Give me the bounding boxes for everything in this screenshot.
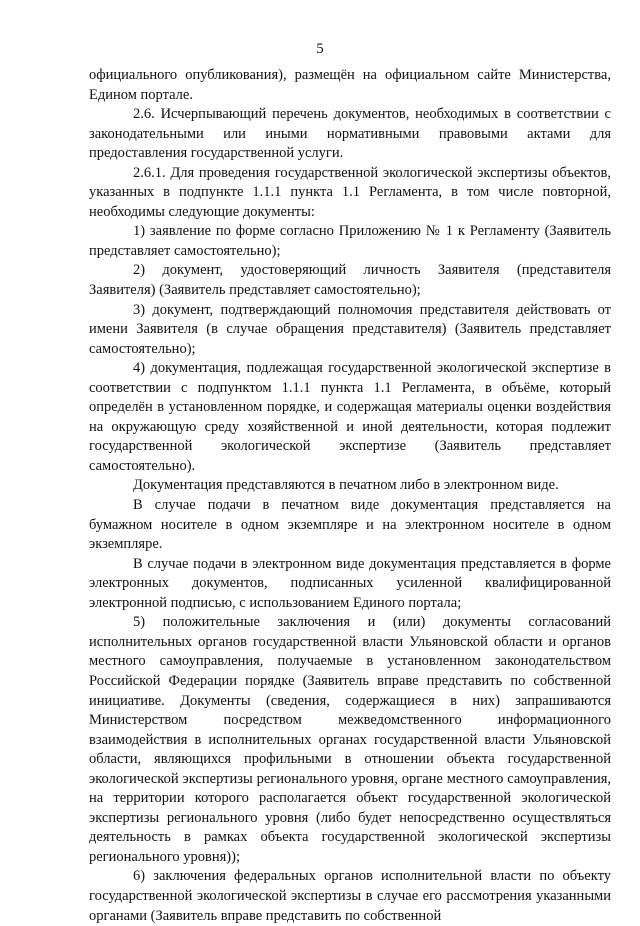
list-item-1: 1) заявление по форме согласно Приложению № 1 к Регламенту (Заявитель представляет самостоятельно); xyxy=(89,223,611,259)
paragraph-documentation-form: Документация представляются в печатном либо в электронном виде. xyxy=(133,477,559,494)
list-item-4: 4) документация, подлежащая государственной экологической экспертизе в соответствии с подпунктом 1.1.1 пункта 1.1 Регламента, в объёме, который определён в установленном порядке, и содержащая материалы оценки воздействия на окружающую среду хозяйственной и иной деятельности, которая подлежит государственной экологической экспертизе (Заявитель представляет самостоятельно). xyxy=(89,360,611,474)
paragraph-continuation: официального опубликования), размещён на официальном сайте Министерства, Едином портале. xyxy=(89,67,611,103)
page-number: 5 xyxy=(316,41,324,57)
list-item-6: 6) заключения федеральных органов исполнительной власти по объекту государственной экологической экспертизы в случае его рассмотрения указанными органами (Заявитель вправе представить по собственной xyxy=(89,868,611,924)
list-item-3: 3) документ, подтверждающий полномочия представителя действовать от имени Заявителя (в случае обращения представителя) (Заявитель представляет самостоятельно); xyxy=(89,301,611,357)
paragraph-2-6-1: 2.6.1. Для проведения государственной экологической экспертизы объектов, указанных в подпункте 1.1.1 пункта 1.1 Регламента, в том числе повторной, необходимы следующие документы: xyxy=(89,164,611,220)
paragraph-2-6: 2.6. Исчерпывающий перечень документов, необходимых в соответствии с законодательными или иными нормативными правовыми актами для предоставления государственной услуги. xyxy=(89,106,611,162)
paragraph-electronic-submission: В случае подачи в электронном виде документация представляется в форме электронных документов, подписанных усиленной квалифицированной электронной подписью, с использованием Единого портала; xyxy=(89,555,611,611)
paragraph-paper-submission: В случае подачи в печатном виде документация представляется на бумажном носителе в одном экземпляре и на электронном носителе в одном экземпляре. xyxy=(89,497,611,553)
list-item-2: 2) документ, удостоверяющий личность Заявителя (представителя Заявителя) (Заявитель представляет самостоятельно); xyxy=(89,262,611,299)
list-item-5: 5) положительные заключения и (или) документы согласований исполнительных органов государственной власти Ульяновской области и органов местного самоуправления, получаемые в установленном законодательством Российской Федерации порядке (Заявитель вправе представить по собственной инициативе. Документы (сведения, содержащиеся в них) запрашиваются Министерством посредством межведомственного информационного взаимодействия в исполнительных органах государственной власти Ульяновской области, являющихся профильными в отношении объекта государственной экологической экспертизы регионального уровня, органе местного самоуправления, на территории которого располагается объект государственной экологической экспертизы регионального уровня (либо будет непосредственно осуществляться деятельность в рамках объекта государственной экологической экспертизы регионального уровня)); xyxy=(89,614,611,865)
document-body xyxy=(89,66,611,926)
